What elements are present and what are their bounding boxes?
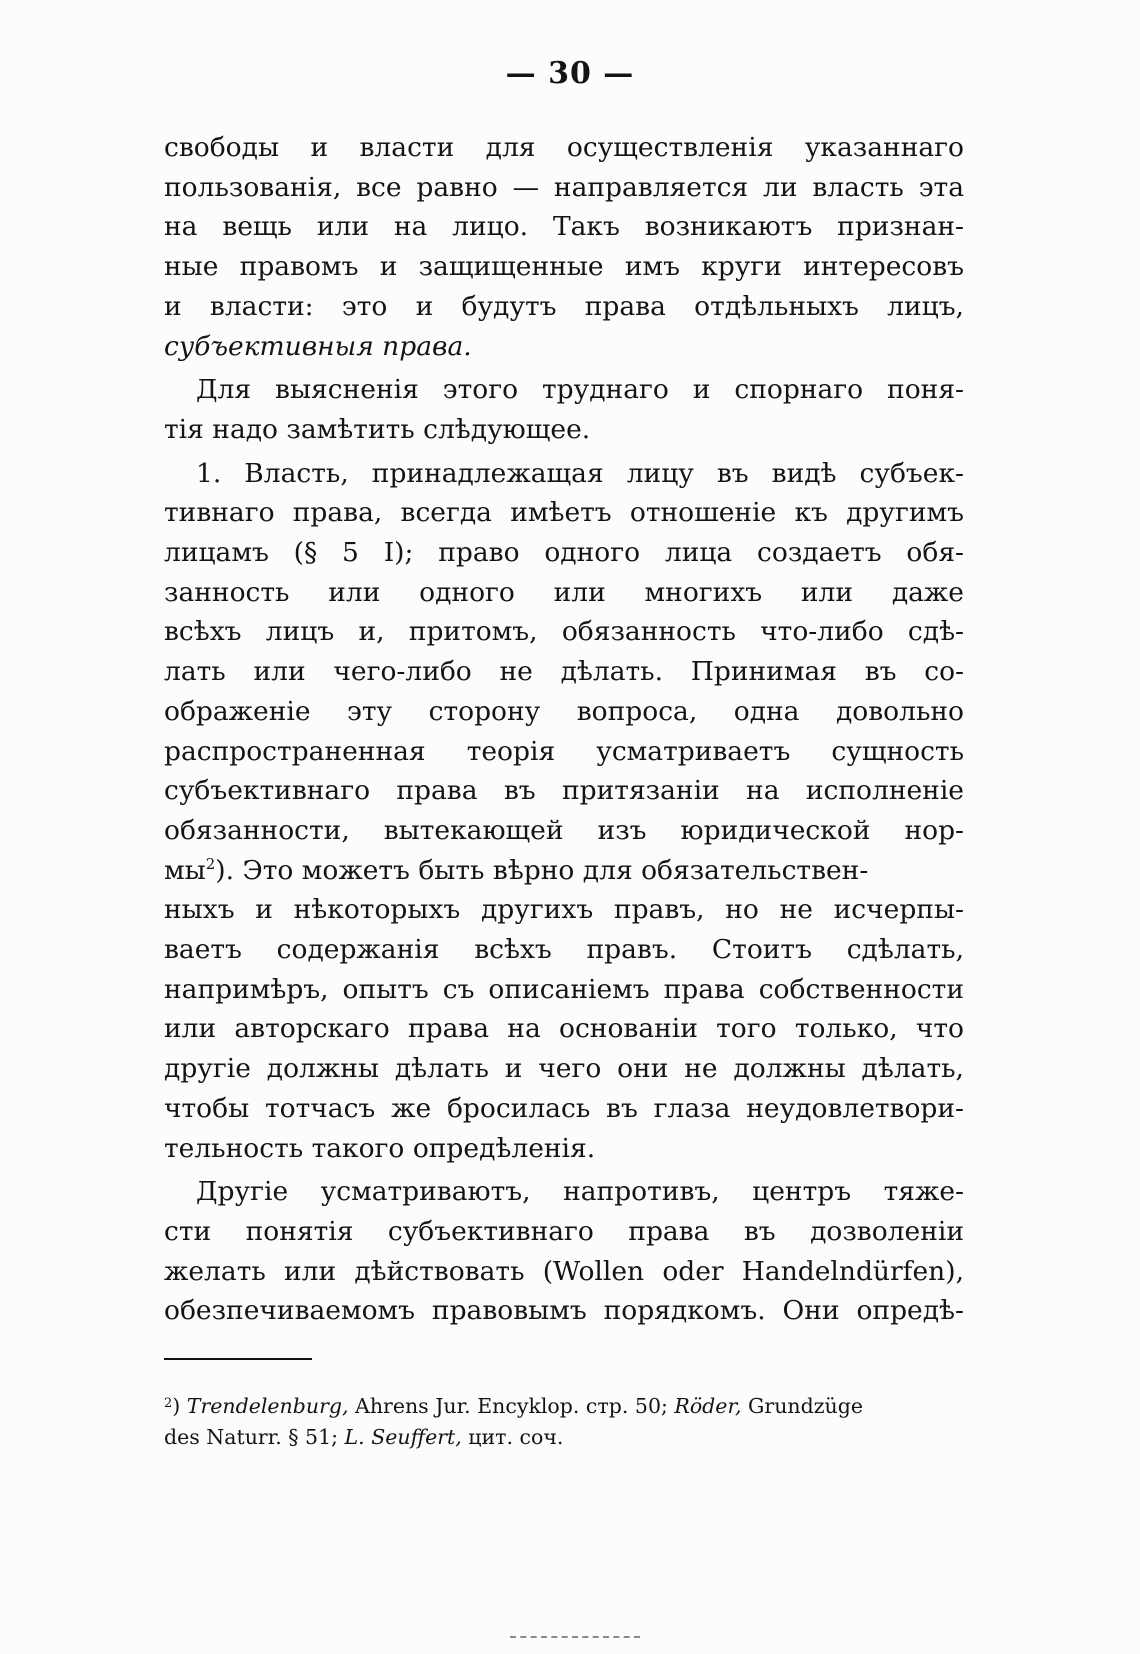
footnote-citation-text: цит. соч. <box>461 1425 564 1449</box>
text-line: распространенная теорія усматриваетъ сущность <box>164 735 964 767</box>
footnote-citation-author: Trendelenburg, <box>186 1394 349 1418</box>
footnote-line-1 <box>164 1388 964 1422</box>
body-text <box>164 128 964 1331</box>
text-line: сти понятія субъективнаго права въ дозволеніи <box>164 1215 964 1247</box>
footnote-mark: 2 <box>164 1396 173 1411</box>
text-line: ныхъ и нѣкоторыхъ другихъ правъ, но не исчерпы- <box>164 894 964 926</box>
text-line: занность или одного или многихъ или даже <box>164 576 964 608</box>
text-line: обезпечиваемомъ правовымъ порядкомъ. Они опредѣ- <box>164 1295 964 1327</box>
footnote-citation-text: ) <box>172 1394 187 1418</box>
text-line: на вещь или на лицо. Такъ возникаютъ признан- <box>164 211 964 243</box>
text-line: тія надо замѣтить слѣдующее. <box>164 413 591 445</box>
text-line: Другіе усматриваютъ, напротивъ, центръ тяже- <box>196 1176 964 1208</box>
line-rest: ). Это можетъ быть вѣрно для обязательствен- <box>215 854 869 886</box>
line-start: мы <box>164 854 206 886</box>
paragraph-4 <box>164 1172 964 1331</box>
text-line: ные правомъ и защищенные имъ круги интересовъ <box>164 251 964 283</box>
footnote <box>164 1388 964 1453</box>
text-line: чтобы тотчасъ же бросилась въ глаза неудовлетвори- <box>164 1092 964 1124</box>
text-line: напримѣръ, опытъ съ описаніемъ права собственности <box>164 973 964 1005</box>
text-line-with-note <box>164 851 964 891</box>
footnote-citation-text: Ahrens Jur. Encyklop. стр. 50; <box>348 1394 675 1418</box>
text-line: обязанности, вытекающей изъ юридической нор- <box>164 814 964 846</box>
italic-term: субъективныя права. <box>164 330 472 362</box>
footnote-line-1-text <box>172 1394 863 1418</box>
text-line: лать или чего-либо не дѣлать. Принимая въ со- <box>164 656 964 688</box>
text-line: всѣхъ лицъ и, притомъ, обязанность что-либо сдѣ- <box>164 616 964 648</box>
text-line: или авторскаго права на основаніи того только, что <box>164 1013 964 1045</box>
text-line: тивнаго права, всегда имѣетъ отношеніе къ другимъ <box>164 497 964 529</box>
footnote-citation-author: L. Seuffert, <box>344 1425 462 1449</box>
footnote-line-2 <box>164 1422 964 1453</box>
footnote-divider <box>164 1358 312 1360</box>
text-line: ваетъ содержанія всѣхъ правъ. Стоитъ сдѣлать, <box>164 934 964 966</box>
text-line: ображеніе эту сторону вопроса, одна довольно <box>164 695 964 727</box>
text-line: тельность такого опредѣленія. <box>164 1132 596 1164</box>
footnote-citation-text: Grundzüge <box>741 1394 863 1418</box>
page-edge-mark <box>510 1636 640 1638</box>
text-line: 1. Власть, принадлежащая лицу въ видѣ субъек- <box>196 457 964 489</box>
footnote-reference[interactable]: 2 <box>205 854 216 873</box>
text-line: Для выясненія этого труднаго и спорнаго поня- <box>196 374 964 406</box>
text-line: и власти: это и будутъ права отдѣльныхъ лицъ, <box>164 290 964 322</box>
paragraph-3 <box>164 454 964 1169</box>
text-line: свободы и власти для осуществленія указаннаго <box>164 132 964 163</box>
text-line: субъективнаго права въ притязаніи на исполненіе <box>164 775 964 807</box>
page-number: — 30 — <box>505 56 635 91</box>
text-line: другіе должны дѣлать и чего они не должны дѣлать, <box>164 1053 964 1085</box>
text-line: пользованія, все равно — направляется ли власть эта <box>164 171 964 203</box>
text-line: лицамъ (§ 5 I); право одного лица создаетъ обя- <box>164 537 964 569</box>
paragraph-2 <box>164 370 964 449</box>
paragraph-1 <box>164 128 964 366</box>
text-line: желать или дѣйствовать (Wollen oder Handelndürfen), <box>164 1255 964 1287</box>
footnote-citation-text: des Naturr. § 51; <box>164 1425 345 1449</box>
footnote-citation-author: Röder, <box>674 1394 742 1418</box>
